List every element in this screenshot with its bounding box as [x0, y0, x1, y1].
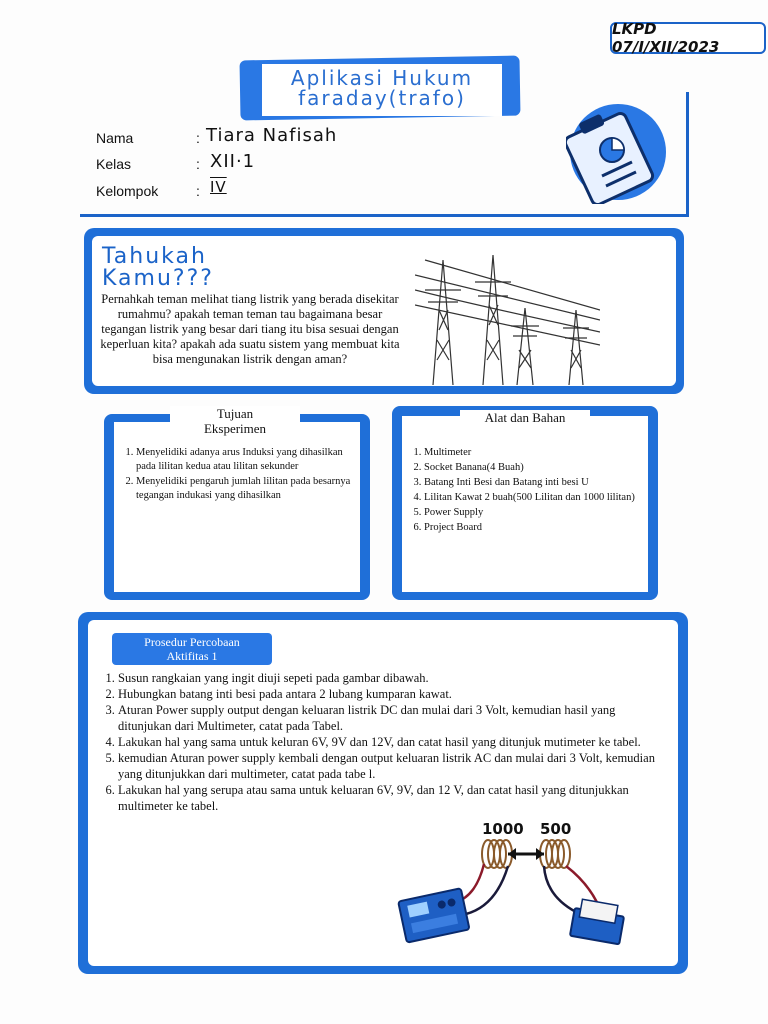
nama-label: Nama: [96, 130, 134, 146]
nama-value: Tiara Nafisah: [206, 125, 338, 146]
tujuan-heading-line-2: Eksperimen: [203, 421, 267, 436]
prosedur-heading-line-1: Prosedur Percobaan: [144, 635, 240, 649]
list-item: 6. Lakukan hal yang serupa atau sama untuk keluaran 6V, 9V, dan 12 V, dan catat hasil yang ditunjukkan multimeter ke tabel.: [118, 782, 670, 814]
list-item: 5. kemudian Aturan power supply kembali dengan output keluaran listrik AC dan mulai dari 3 Volt, kemudian yang ditunjukkan dari multimeter, catat pada tabe l.: [118, 750, 670, 782]
list-item: 1. Multimeter: [424, 446, 644, 460]
coil-1000-label: 1000: [482, 820, 524, 838]
title-line-2: faraday(trafo): [298, 86, 466, 110]
clipboard-chart-icon: [566, 100, 666, 204]
kelas-value: XII·1: [210, 151, 256, 172]
list-item: 6. Project Board: [424, 521, 644, 535]
prosedur-heading: [112, 633, 272, 665]
kelas-separator: :: [196, 156, 200, 172]
prosedur-heading-line-2: Aktifitas 1: [166, 649, 218, 663]
tahukah-title: [102, 246, 214, 290]
alat-heading: Alat dan Bahan: [460, 410, 590, 425]
nama-separator: :: [196, 130, 200, 146]
list-item: 1. Menyelidiki adanya arus Induksi yang dihasilkan pada lilitan kedua atau lilitan sekunder: [136, 446, 352, 474]
list-item: 2. Socket Banana(4 Buah): [424, 461, 644, 475]
tahukah-title-line-1: Tahukah: [102, 244, 207, 269]
prosedur-steps: [100, 670, 670, 814]
tujuan-heading: [170, 406, 300, 436]
tahukah-title-line-2: Kamu???: [102, 266, 214, 291]
list-item: 3. Batang Inti Besi dan Batang inti besi U: [424, 476, 644, 490]
list-item: 2. Hubungkan batang inti besi pada antara 2 lubang kumparan kawat.: [118, 686, 670, 702]
kelompok-separator: :: [196, 183, 200, 199]
page-title: [262, 64, 502, 116]
coil-500-label: 500: [540, 820, 572, 838]
list-item: 2. Menyelidiki pengaruh jumlah lilitan pada besarnya tegangan indukasi yang dihasilkan: [136, 475, 352, 503]
document-code-badge: LKPD 07/I/XII/2023: [610, 22, 766, 54]
title-line-1: Aplikasi Hukum: [290, 66, 474, 90]
list-item: 4. Lakukan hal yang sama untuk keluran 6V, 9V dan 12V, dan catat hasil yang ditunjuk mutimeter ke tabel.: [118, 734, 670, 750]
alat-list: [408, 446, 644, 536]
list-item: 5. Power Supply: [424, 506, 644, 520]
transmission-towers-illustration: [415, 250, 600, 385]
list-item: 4. Lilitan Kawat 2 buah(500 Lilitan dan 1000 lilitan): [424, 491, 644, 505]
tujuan-list: [120, 446, 352, 504]
list-item: 3. Aturan Power supply output dengan keluaran listrik DC dan mulai dari 3 Volt, kemudian hasil yang ditunjukan dari Multimeter, catat pada Tabel.: [118, 702, 670, 734]
tahukah-text: Pernahkah teman melihat tiang listrik yang berada disekitar rumahmu? apakah teman teman tau bagaimana besar tegangan listrik yang besar dari tiang itu bisa sesuai dengan keperluan kita? apakah ada suatu sistem yang membuat kita bisa mengunakan listrik dengan aman?: [100, 292, 400, 366]
tujuan-heading-line-1: Tujuan: [216, 406, 254, 421]
kelas-label: Kelas: [96, 156, 132, 172]
kelompok-value: IV: [210, 178, 227, 196]
kelompok-label: Kelompok: [96, 183, 159, 199]
transformer-circuit-illustration: [396, 836, 628, 952]
list-item: 1. Susun rangkaian yang ingit diuji sepeti pada gambar dibawah.: [118, 670, 670, 686]
